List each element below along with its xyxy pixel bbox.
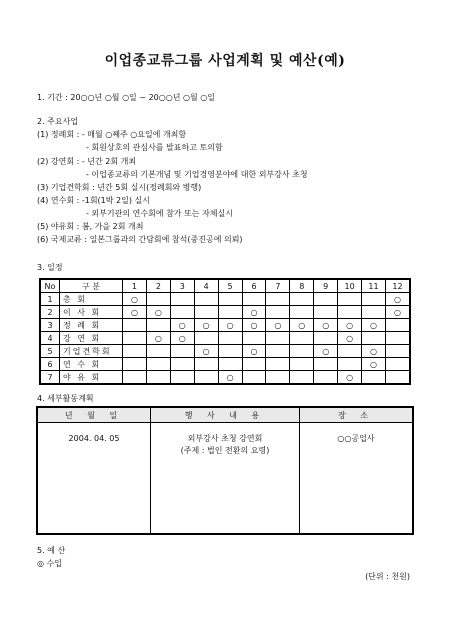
schedule-cell xyxy=(146,345,170,358)
schedule-mark: ○ xyxy=(242,319,266,332)
schedule-cell xyxy=(385,319,409,332)
schedule-cell xyxy=(123,332,147,345)
row-number: 6 xyxy=(41,358,60,371)
month-header: 9 xyxy=(314,280,338,293)
schedule-cell xyxy=(266,371,290,384)
schedule-cell xyxy=(242,293,266,306)
row-category: 정 례 회 xyxy=(60,319,123,332)
project-line: - 외부기관의 연수회에 참가 또는 자체실시 xyxy=(86,209,233,218)
schedule-cell xyxy=(266,332,290,345)
place-header: 장 소 xyxy=(300,408,413,423)
schedule-cell xyxy=(170,345,194,358)
schedule-cell xyxy=(362,371,386,384)
month-header: 12 xyxy=(385,280,409,293)
schedule-mark: ○ xyxy=(385,306,409,319)
project-line: - 이업종교류의 기본개념 및 기업경영분야에 대한 외부강사 초청 xyxy=(86,170,308,179)
schedule-cell xyxy=(146,319,170,332)
schedule-row xyxy=(41,293,410,306)
schedule-cell xyxy=(338,358,362,371)
schedule-cell xyxy=(170,371,194,384)
row-number: 4 xyxy=(41,332,60,345)
schedule-cell xyxy=(170,293,194,306)
schedule-mark: ○ xyxy=(362,345,386,358)
schedule-cell xyxy=(146,293,170,306)
schedule-mark: ○ xyxy=(123,293,147,306)
category-header: 구 분 xyxy=(60,280,123,293)
project-line: - 회원상호의 관심사를 발표하고 토의함 xyxy=(86,143,223,152)
schedule-mark: ○ xyxy=(170,332,194,345)
budget-heading: 5. 예 산 xyxy=(37,546,66,555)
schedule-cell xyxy=(218,306,242,319)
schedule-row xyxy=(41,358,410,371)
schedule-mark: ○ xyxy=(218,371,242,384)
schedule-row xyxy=(41,371,410,384)
row-number: 5 xyxy=(41,345,60,358)
schedule-cell xyxy=(123,358,147,371)
schedule-cell xyxy=(314,293,338,306)
project-line: (3) 기업견학회 : 년간 5회 실시(정례회와 병행) xyxy=(37,183,202,192)
schedule-cell xyxy=(266,306,290,319)
schedule-mark: ○ xyxy=(338,371,362,384)
schedule-cell xyxy=(194,306,218,319)
schedule-cell xyxy=(218,293,242,306)
schedule-cell xyxy=(146,371,170,384)
row-category: 야 유 회 xyxy=(60,371,123,384)
month-header: 3 xyxy=(170,280,194,293)
schedule-cell xyxy=(290,293,314,306)
date-header: 년 월 일 xyxy=(38,408,151,423)
month-header: 2 xyxy=(146,280,170,293)
schedule-cell xyxy=(194,332,218,345)
schedule-header-row xyxy=(41,280,410,293)
schedule-cell xyxy=(362,293,386,306)
schedule-mark: ○ xyxy=(242,306,266,319)
schedule-cell xyxy=(290,358,314,371)
row-category: 강 연 회 xyxy=(60,332,123,345)
schedule-mark: ○ xyxy=(170,319,194,332)
schedule-cell xyxy=(218,345,242,358)
document-title: 이업종교류그룹 사업계획 및 예산(예) xyxy=(104,53,346,69)
row-number: 3 xyxy=(41,319,60,332)
month-header: 5 xyxy=(218,280,242,293)
schedule-cell xyxy=(314,358,338,371)
schedule-cell xyxy=(362,306,386,319)
month-header: 7 xyxy=(266,280,290,293)
schedule-cell xyxy=(362,332,386,345)
schedule-mark: ○ xyxy=(266,319,290,332)
schedule-row xyxy=(41,306,410,319)
detail-row xyxy=(38,423,413,534)
schedule-mark: ○ xyxy=(194,319,218,332)
schedule-cell xyxy=(338,345,362,358)
detail-header-row xyxy=(38,408,413,423)
schedule-cell xyxy=(123,345,147,358)
schedule-mark: ○ xyxy=(218,319,242,332)
schedule-cell xyxy=(242,358,266,371)
row-number: 7 xyxy=(41,371,60,384)
detail-plan-heading: 4. 세부활동계획 xyxy=(37,394,94,403)
period-line: 1. 기간 : 20○○년 ○월 ○일 ~ 20○○년 ○월 ○일 xyxy=(37,93,215,102)
schedule-cell xyxy=(146,358,170,371)
schedule-mark: ○ xyxy=(314,345,338,358)
schedule-cell xyxy=(242,371,266,384)
row-number: 1 xyxy=(41,293,60,306)
no-header: No xyxy=(41,280,60,293)
schedule-mark: ○ xyxy=(385,293,409,306)
schedule-row xyxy=(41,345,410,358)
month-header: 11 xyxy=(362,280,386,293)
schedule-cell xyxy=(290,332,314,345)
project-line: (6) 국제교류 : 일본그룹과의 간담회에 참석(중진공에 의뢰) xyxy=(37,235,243,244)
schedule-cell xyxy=(266,358,290,371)
schedule-cell xyxy=(123,371,147,384)
schedule-cell xyxy=(290,306,314,319)
row-number: 2 xyxy=(41,306,60,319)
row-category: 이 사 회 xyxy=(60,306,123,319)
main-projects-heading: 2. 주요사업 xyxy=(37,117,79,126)
month-header: 1 xyxy=(123,280,147,293)
event-date: 2004. 04. 05 xyxy=(38,423,151,534)
schedule-mark: ○ xyxy=(242,345,266,358)
schedule-cell xyxy=(385,371,409,384)
schedule-table xyxy=(40,279,410,384)
schedule-mark: ○ xyxy=(146,332,170,345)
schedule-cell xyxy=(385,332,409,345)
schedule-cell xyxy=(314,306,338,319)
unit-note: (단위 : 천원) xyxy=(365,572,410,581)
schedule-cell xyxy=(194,293,218,306)
schedule-cell xyxy=(385,345,409,358)
schedule-mark: ○ xyxy=(362,358,386,371)
schedule-cell xyxy=(290,345,314,358)
schedule-cell xyxy=(338,293,362,306)
schedule-cell xyxy=(170,306,194,319)
schedule-cell xyxy=(194,371,218,384)
project-line: (4) 연수회 : -1회(1박 2일) 실시 xyxy=(37,196,150,205)
event-content-line: 외부강사 초청 강연회 xyxy=(187,434,263,443)
schedule-mark: ○ xyxy=(146,306,170,319)
month-header: 8 xyxy=(290,280,314,293)
schedule-cell xyxy=(218,332,242,345)
event-place: ○○공업사 xyxy=(300,423,413,534)
schedule-cell xyxy=(290,371,314,384)
schedule-mark: ○ xyxy=(338,332,362,345)
schedule-cell xyxy=(314,371,338,384)
project-line: (2) 강연회 : - 년간 2회 개최 xyxy=(37,157,137,166)
income-item: ◎ 수입 xyxy=(37,559,62,568)
schedule-cell xyxy=(385,358,409,371)
schedule-cell xyxy=(314,332,338,345)
schedule-row xyxy=(41,332,410,345)
schedule-cell xyxy=(266,345,290,358)
event-content xyxy=(151,423,300,534)
schedule-cell xyxy=(170,358,194,371)
schedule-mark: ○ xyxy=(290,319,314,332)
schedule-cell xyxy=(123,319,147,332)
project-line: (1) 정례회 : - 매월 ○째주 ○요일에 개최함 xyxy=(37,130,187,139)
schedule-heading: 3. 일정 xyxy=(37,263,63,272)
schedule-mark: ○ xyxy=(314,319,338,332)
content-header: 행 사 내 용 xyxy=(151,408,300,423)
schedule-cell xyxy=(242,332,266,345)
schedule-cell xyxy=(218,358,242,371)
project-line: (5) 야유회 : 봄, 가을 2회 개최 xyxy=(37,222,144,231)
row-category: 연 수 회 xyxy=(60,358,123,371)
schedule-cell xyxy=(194,358,218,371)
schedule-mark: ○ xyxy=(338,319,362,332)
event-content-line: (주제 : 법인 전환의 요령) xyxy=(180,446,270,455)
month-header: 4 xyxy=(194,280,218,293)
schedule-row xyxy=(41,319,410,332)
schedule-mark: ○ xyxy=(123,306,147,319)
schedule-cell xyxy=(338,306,362,319)
row-category: 총 회 xyxy=(60,293,123,306)
schedule-mark: ○ xyxy=(194,345,218,358)
month-header: 6 xyxy=(242,280,266,293)
schedule-mark: ○ xyxy=(362,319,386,332)
row-category: 기업견학회 xyxy=(60,345,123,358)
schedule-cell xyxy=(266,293,290,306)
month-header: 10 xyxy=(338,280,362,293)
detail-plan-table xyxy=(37,407,413,534)
